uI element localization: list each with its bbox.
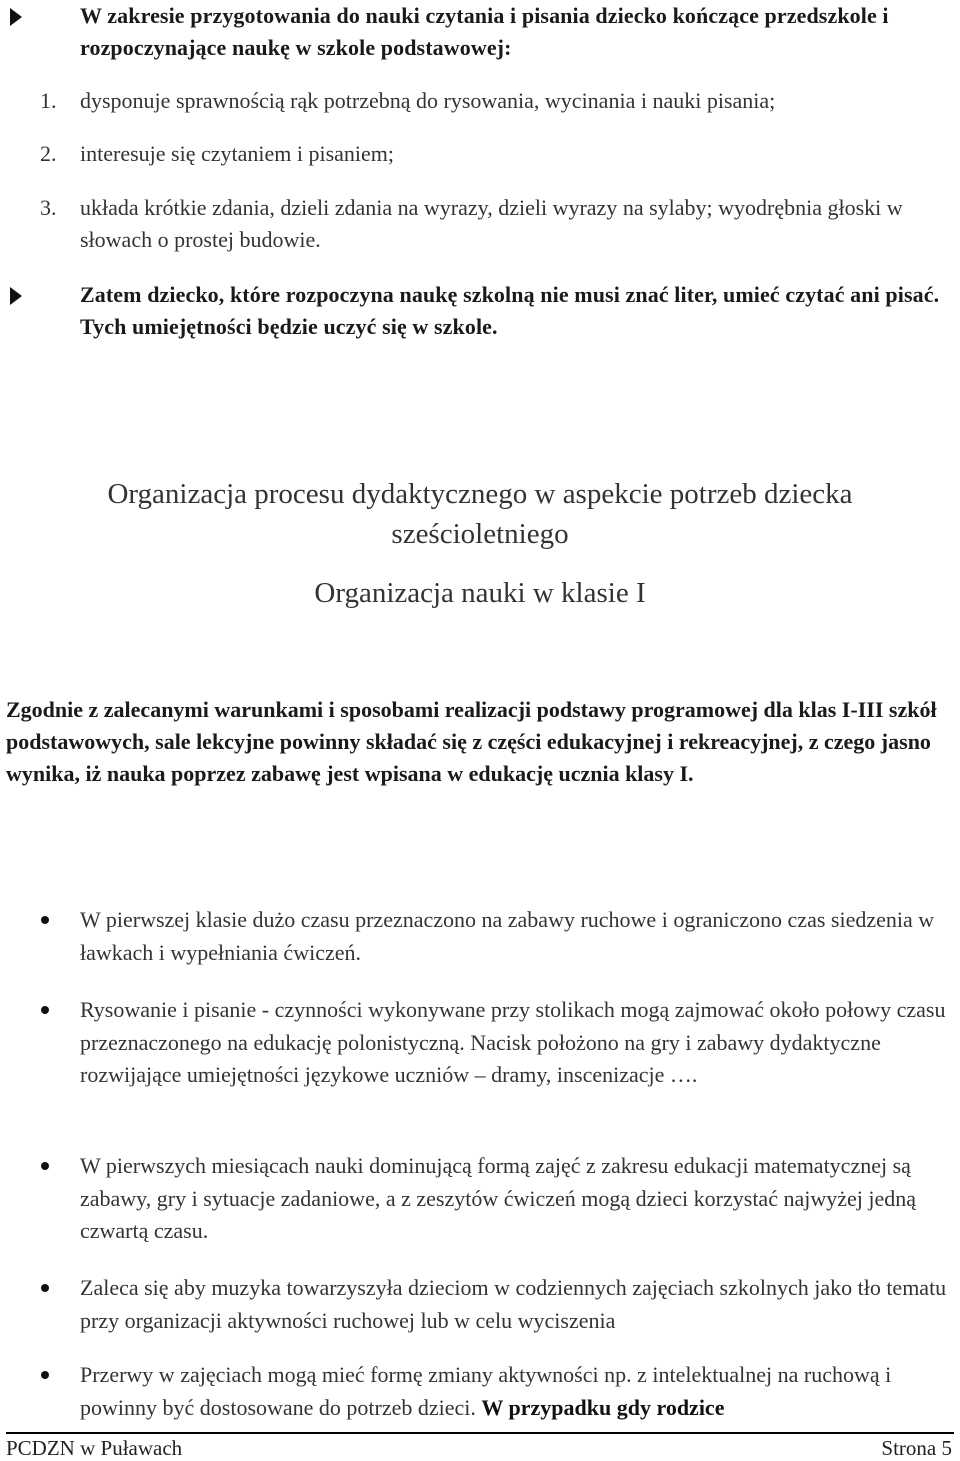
list-item-text: układa krótkie zdania, dzieli zdania na wyrazy, dzieli wyrazy na sylaby; wyodrębnia głoski w słowach o prostej budowie. (80, 195, 903, 252)
bullet-item (40, 1150, 952, 1248)
list-item-text: dysponuje sprawnością rąk potrzebną do rysowania, wycinania i nauki pisania; (80, 88, 776, 113)
list-number: 1. (40, 88, 57, 113)
footer-page-number: Strona 5 (881, 1436, 952, 1460)
list-item (40, 85, 952, 117)
bullet-text: W pierwszych miesiącach nauki dominującą formą zajęć z zakresu edukacji matematycznej są zabawy, gry i sytuacje zadaniowe, a z zeszytów ćwiczeń mogą dzieci korzystać najwyżej jedną czwartą czasu. (80, 1153, 917, 1243)
bullet-text: W pierwszej klasie dużo czasu przeznaczono na zabawy ruchowe i ograniczono czas siedzenia w ławkach i wypełniania ćwiczeń. (80, 907, 935, 965)
bullet-icon (41, 1162, 49, 1170)
footer-organization: PCDZN w Puławach (6, 1436, 183, 1460)
bullet-item (40, 904, 952, 969)
bullet-icon (41, 1284, 49, 1292)
intro-heading-text: W zakresie przygotowania do nauki czytania i pisania dziecko kończące przedszkole i rozpoczynające naukę w szkole podstawowej: (80, 3, 889, 60)
page-footer (6, 1432, 954, 1461)
bullet-text-bold: W przypadku gdy rodzice (481, 1394, 725, 1420)
bullet-item (40, 1359, 952, 1424)
list-item (40, 138, 952, 170)
bullet-text: Rysowanie i pisanie - czynności wykonywane przy stolikach mogą zajmować około połowy czasu przeznaczonego na edukację polonistyczną. Nacisk położono na gry i zabawy dydaktyczne rozwijające umiejętności językowe uczniów – dramy, inscenizacje …. (80, 997, 946, 1087)
arrow-right-icon (10, 287, 22, 305)
intro-heading (10, 0, 952, 64)
section-subtitle: Organizacja nauki w klasie I (314, 577, 646, 609)
list-item-text: interesuje się czytaniem i pisaniem; (80, 141, 395, 166)
section-title: Organizacja procesu dydaktycznego w aspekcie potrzeb dziecka sześcioletniego (107, 478, 853, 550)
intro-conclusion-text: Zatem dziecko, które rozpoczyna naukę szkolną nie musi znać liter, umieć czytać ani pisać. Tych umiejętności będzie uczyć się w szkole. (80, 282, 940, 339)
bullet-text: Zaleca się aby muzyka towarzyszyła dzieciom w codziennych zajęciach szkolnych jako tło tematu przy organizacji aktywności ruchowej lub w celu wyciszenia (80, 1275, 947, 1333)
list-item (40, 192, 952, 256)
intro-conclusion (10, 279, 952, 343)
bullet-item (40, 1272, 952, 1337)
bullet-text (80, 1359, 952, 1424)
bullet-icon (41, 916, 49, 924)
list-number: 2. (40, 141, 57, 166)
intro-paragraph: Zgodnie z zalecanymi warunkami i sposobami realizacji podstawy programowej dla klas I-III szkół podstawowych, sale lekcyjne powinny składać się z części edukacyjnej i rekreacyjnej, z czego jasno wynika, iż nauka poprzez zabawę jest wpisana w edukację ucznia klasy I. (6, 697, 937, 786)
bullet-item (40, 994, 952, 1092)
bullet-text-regular: Przerwy w zajęciach mogą mieć formę zmiany aktywności np. z intelektualnej na ruchową i powinny być dostosowane do potrzeb dzieci. (80, 1362, 892, 1420)
arrow-right-icon (10, 8, 22, 26)
bullet-icon (41, 1371, 49, 1379)
bullet-icon (41, 1006, 49, 1014)
list-number: 3. (40, 195, 57, 220)
